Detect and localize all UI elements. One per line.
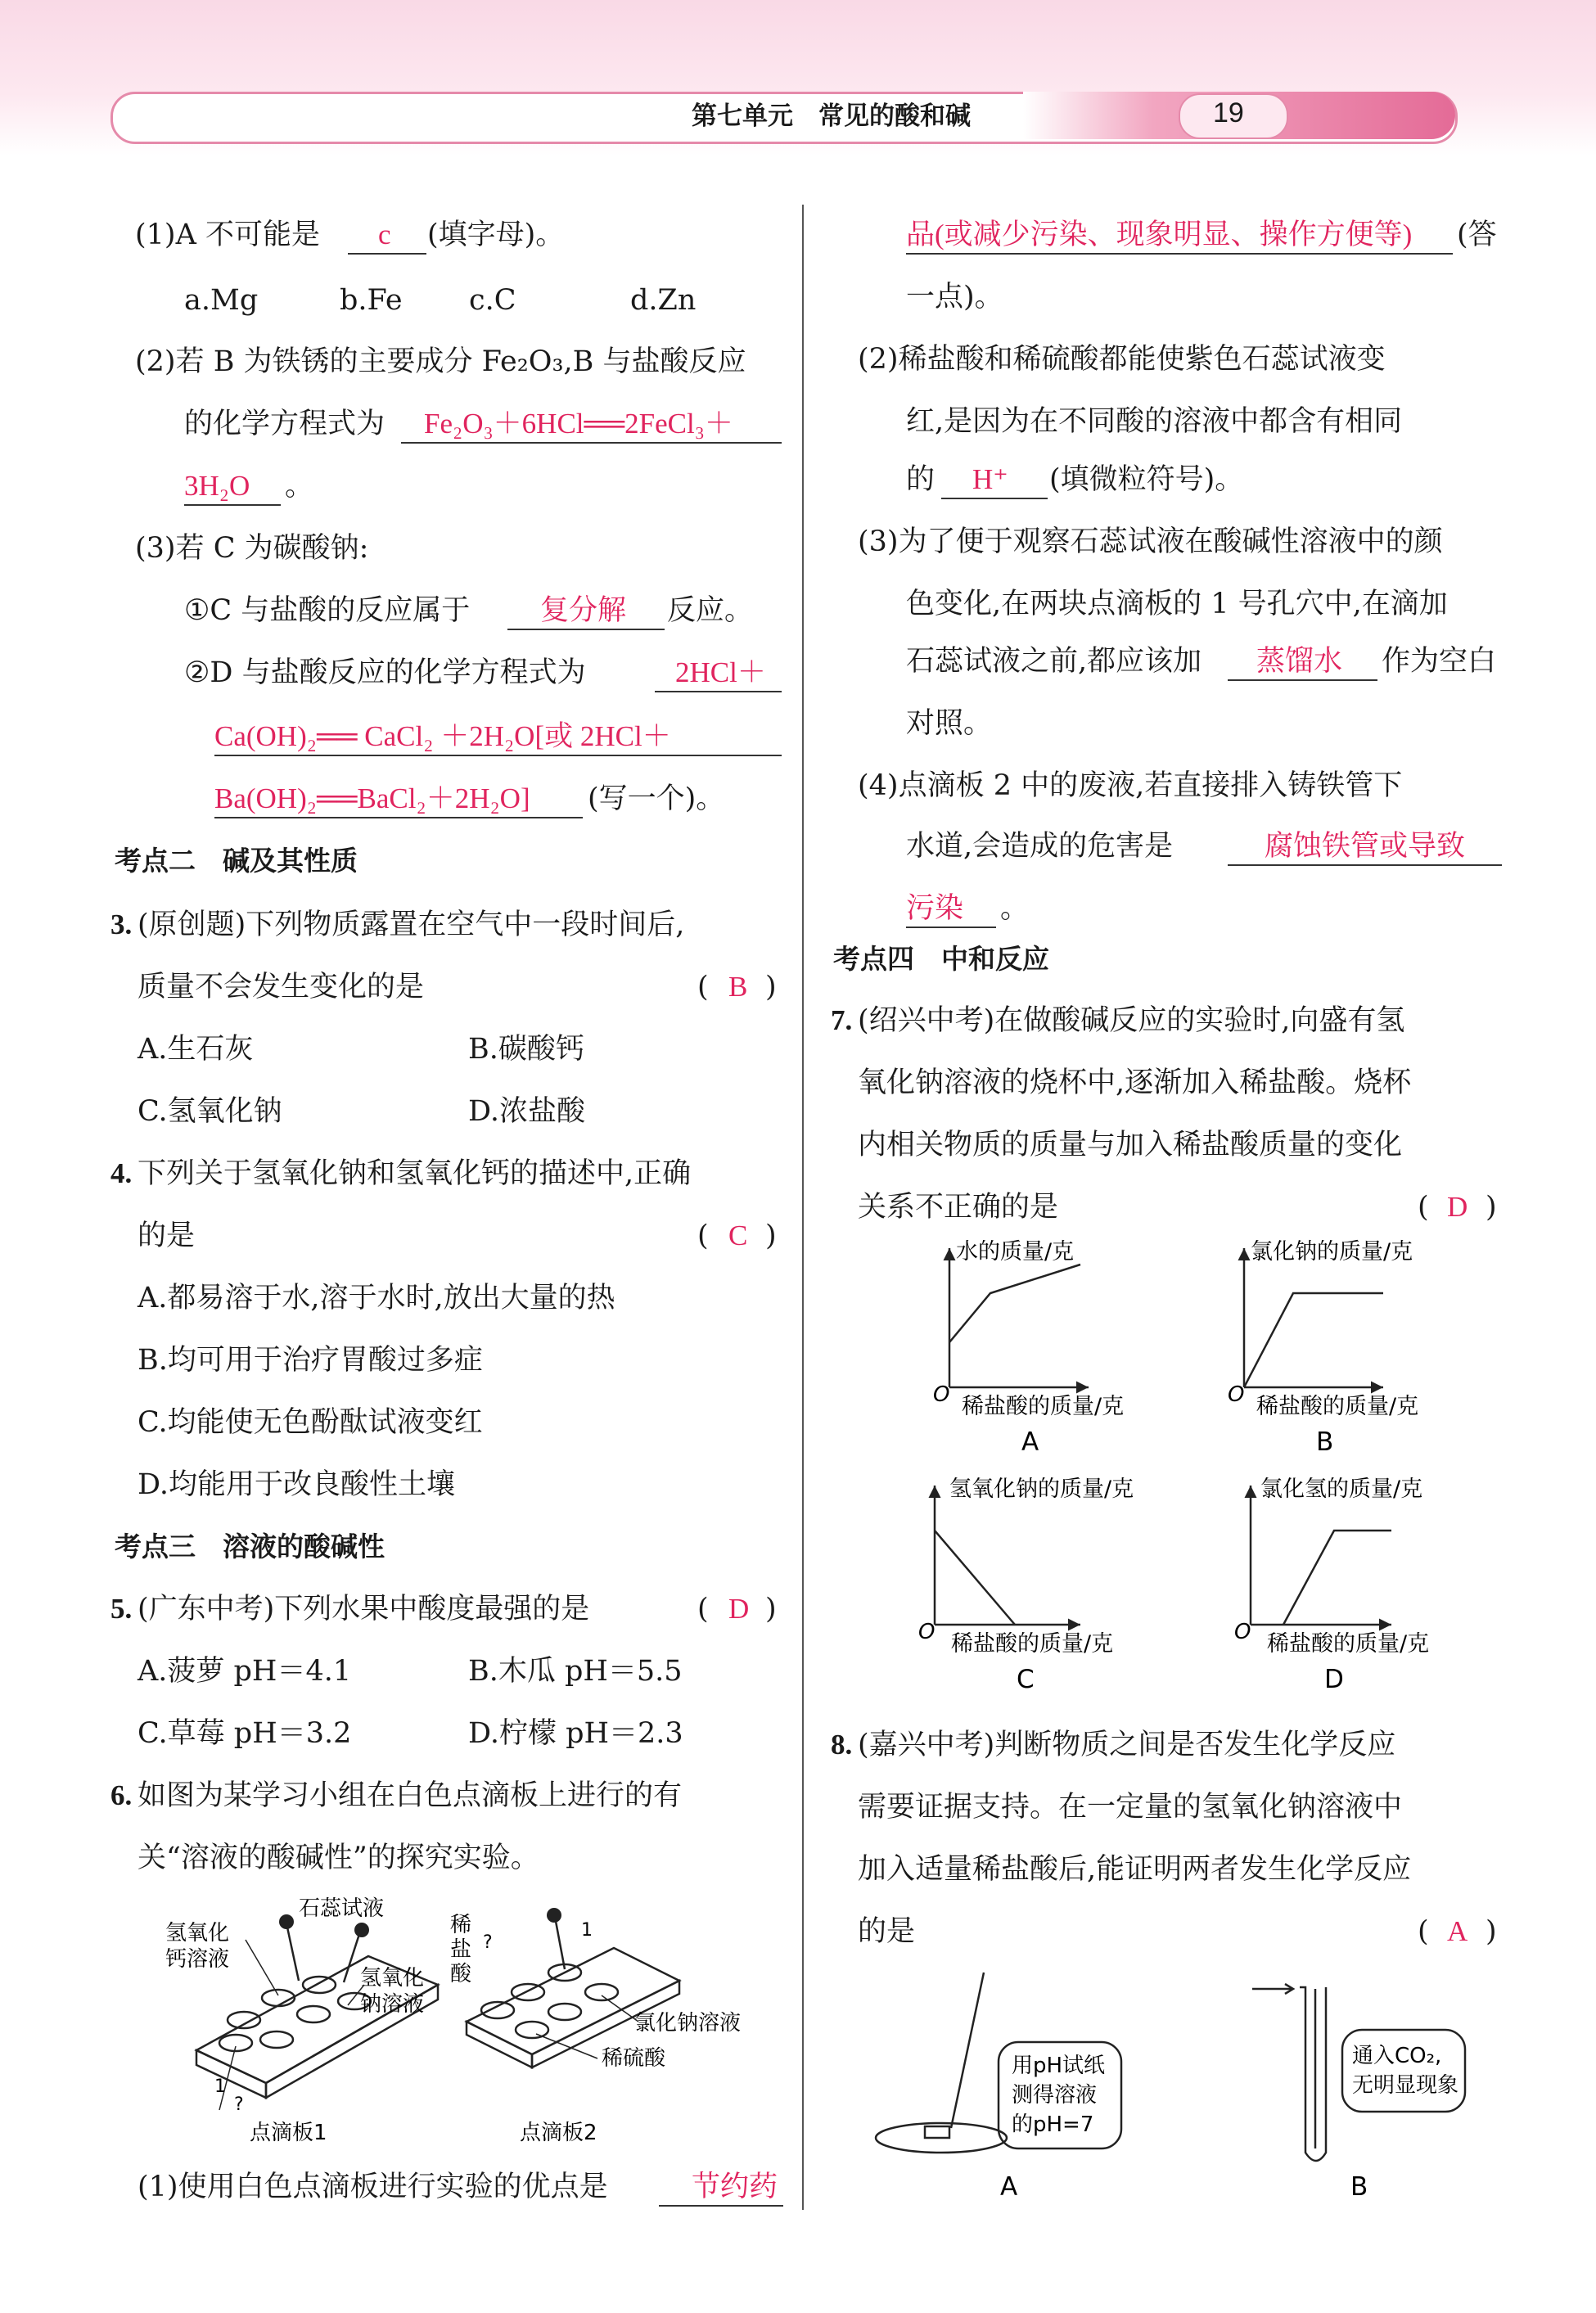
q3-sub2-end: (写一个)。 — [588, 782, 725, 815]
q2-blank2 — [184, 504, 281, 506]
p6-sub3-answer: 蒸馏水 — [1256, 645, 1343, 677]
p6-tail1: (答 — [1457, 219, 1497, 251]
p3-option-c: C.氢氧化钠 — [138, 1095, 282, 1128]
p6-sub3-line3b: 作为空白 — [1382, 645, 1497, 678]
p4-line2: 的是 — [138, 1220, 196, 1252]
p6-answer-cont-blank — [906, 253, 1453, 255]
p8-bracket-close: ) — [1486, 1915, 1497, 1948]
test-tube — [1300, 1987, 1326, 2161]
p3-option-a: A.生石灰 — [138, 1033, 254, 1066]
callout-a-line1: 用pH试纸 — [1012, 2054, 1106, 2078]
p5-bracket-open: ( — [697, 1593, 709, 1625]
chart-d-label: D — [1324, 1665, 1344, 1694]
p6-sub4-blank1 — [1228, 864, 1502, 866]
chart-d-ylabel: 氯化氢的质量/克 — [1260, 1477, 1423, 1502]
q1-option-a: a.Mg — [184, 284, 259, 317]
spot-plate-2 — [467, 1917, 679, 2067]
p7-chart-c — [917, 1469, 1473, 1715]
p8-line3: 加入适量稀盐酸后,能证明两者发生化学反应 — [858, 1853, 1412, 1886]
p3-number: 3. — [110, 909, 133, 940]
p6-tail2: 一点)。 — [906, 281, 1003, 313]
q1-stem-a: (1)A 不可能是 — [135, 219, 320, 251]
p6-sub4-end: 。 — [1000, 892, 1030, 925]
ph-paper — [925, 2126, 949, 2138]
chart-a-label: A — [1021, 1427, 1039, 1457]
p3-bracket-open: ( — [697, 971, 709, 1003]
chart-b-line — [1244, 1293, 1383, 1387]
chart-c-xlabel: 稀盐酸的质量/克 — [951, 1631, 1114, 1657]
p4-number: 4. — [110, 1157, 133, 1189]
q1-option-d: d.Zn — [630, 284, 697, 317]
callout-b-line2: 无明显现象 — [1352, 2073, 1459, 2098]
chart-d-origin: O — [1234, 1620, 1251, 1644]
fig-board1-label: 点滴板1 — [250, 2121, 327, 2145]
chart-d-line — [1283, 1531, 1391, 1625]
p6-sub2-blank — [941, 498, 1048, 499]
p6-sub4-blank2 — [906, 927, 996, 928]
p7-bracket-close: ) — [1486, 1191, 1497, 1224]
chart-a-line — [949, 1265, 1080, 1342]
spot-plate-figure — [156, 1891, 778, 2161]
q3-sub2-blank2 — [214, 755, 782, 756]
section-3-heading: 考点三 溶液的酸碱性 — [115, 1531, 385, 1562]
p6-sub1: (1)使用白色点滴板进行实验的优点是 — [138, 2171, 608, 2203]
q2-line1: (2)若 B 为铁锈的主要成分 Fe₂O₃,B 与盐酸反应 — [135, 345, 746, 378]
chart-b-xlabel: 稀盐酸的质量/克 — [1256, 1394, 1419, 1419]
fig-board2-label: 点滴板2 — [520, 2121, 597, 2145]
p8-answer: A — [1447, 1915, 1468, 1947]
fig-q-mark-2: ? — [483, 1932, 493, 1953]
p6-sub4-line2a: 水道,会造成的危害是 — [906, 830, 1174, 863]
fig-hcl-label-2: 盐 — [450, 1937, 472, 1962]
p8-line4: 的是 — [858, 1915, 916, 1948]
p6-sub3-line1: (3)为了便于观察石蕊试液在酸碱性溶液中的颜 — [858, 525, 1443, 558]
chart-c-origin: O — [918, 1620, 936, 1644]
fig-naoh-label-1: 氢氧化 — [360, 1966, 425, 1991]
p6-sub1-blank — [659, 2205, 783, 2207]
p5-answer: D — [728, 1593, 750, 1625]
callout-b-line1: 通入CO₂, — [1352, 2044, 1442, 2068]
q3-sub2-a: ②D 与盐酸反应的化学方程式为 — [184, 656, 586, 689]
p6-sub4-line1: (4)点滴板 2 中的废液,若直接排入铸铁管下 — [858, 769, 1403, 802]
p5-line1: (广东中考)下列水果中酸度最强的是 — [138, 1593, 590, 1625]
page-number: 19 — [1213, 97, 1244, 128]
q3-line1: (3)若 C 为碳酸钠: — [135, 532, 369, 565]
p3-option-b: B.碳酸钙 — [468, 1033, 584, 1066]
p8-fig-a-label: A — [1000, 2172, 1018, 2202]
section-4-heading: 考点四 中和反应 — [833, 943, 1049, 975]
fig-caoh-label-1: 氢氧化 — [165, 1921, 230, 1946]
p6-sub2-line1: (2)稀盐酸和稀硫酸都能使紫色石蕊试液变 — [858, 343, 1386, 376]
p6-sub3-blank — [1228, 679, 1377, 681]
p6-sub3-line4: 对照。 — [906, 707, 993, 740]
q3-sub1-b: 反应。 — [667, 594, 754, 627]
p8-figures — [868, 1956, 1522, 2202]
p5-number: 5. — [110, 1593, 133, 1625]
p6-sub2-answer: H⁺ — [972, 463, 1008, 495]
p5-option-b: B.木瓜 pH＝5.5 — [468, 1655, 683, 1688]
q2-end: 。 — [285, 470, 314, 503]
p8-number: 8. — [831, 1729, 853, 1761]
p7-line3: 内相关物质的质量与加入稀盐酸质量的变化 — [858, 1129, 1403, 1161]
q2-blank1 — [401, 442, 782, 444]
q3-sub1-blank — [507, 629, 665, 630]
p7-chart-a — [917, 1232, 1473, 1477]
p8-line2: 需要证据支持。在一定量的氢氧化钠溶液中 — [858, 1791, 1403, 1824]
q3-sub2-answer1: 2HCl＋ — [675, 656, 766, 688]
chart-b-label: B — [1316, 1427, 1334, 1457]
p3-answer: B — [728, 971, 748, 1003]
p6-line2: 关“溶液的酸碱性”的探究实验。 — [138, 1842, 539, 1874]
fig-litmus-label: 石蕊试液 — [299, 1896, 385, 1921]
p3-line1: (原创题)下列物质露置在空气中一段时间后, — [138, 909, 685, 941]
chart-c-label: C — [1017, 1665, 1035, 1694]
section-2-heading: 考点二 碱及其性质 — [115, 845, 358, 877]
q2-line2: 的化学方程式为 — [184, 408, 385, 440]
p6-sub4-answer1: 腐蚀铁管或导致 — [1265, 830, 1466, 862]
p4-option-a: A.都易溶于水,溶于水时,放出大量的热 — [138, 1282, 615, 1314]
p6-sub3-line3a: 石蕊试液之前,都应该加 — [906, 645, 1202, 678]
q1-answer: c — [378, 219, 391, 250]
chart-b-ylabel: 氯化钠的质量/克 — [1251, 1239, 1413, 1265]
p4-option-b: B.均可用于治疗胃酸过多症 — [138, 1344, 483, 1377]
chart-d-xlabel: 稀盐酸的质量/克 — [1267, 1631, 1430, 1657]
fig-h2so4-label: 稀硫酸 — [602, 2046, 666, 2071]
callout-a-line3: 的pH=7 — [1012, 2112, 1094, 2137]
fig-caoh-label-2: 钙溶液 — [165, 1947, 230, 1972]
p6-sub3-line2: 色变化,在两块点滴板的 1 号孔穴中,在滴加 — [906, 588, 1448, 620]
p5-bracket-close: ) — [765, 1593, 777, 1625]
p3-option-d: D.浓盐酸 — [468, 1095, 585, 1128]
glass-rod — [951, 1973, 984, 2128]
p7-line1: (绍兴中考)在做酸碱反应的实验时,向盛有氢 — [858, 1004, 1405, 1037]
p4-option-c: C.均能使无色酚酞试液变红 — [138, 1406, 483, 1439]
chart-a-ylabel: 水的质量/克 — [956, 1239, 1075, 1265]
chart-a-origin: O — [933, 1382, 950, 1407]
q3-sub1-a: ①C 与盐酸的反应属于 — [184, 594, 471, 627]
p6-sub4-answer2: 污染 — [906, 892, 964, 924]
p5-option-c: C.草莓 pH＝3.2 — [138, 1717, 352, 1750]
p6-sub1-answer: 节约药 — [692, 2171, 778, 2203]
fig-hcl-label-3: 酸 — [450, 1962, 472, 1986]
p8-line1: (嘉兴中考)判断物质之间是否发生化学反应 — [858, 1729, 1396, 1761]
callout-b-box — [1342, 2030, 1465, 2112]
p7-answer: D — [1447, 1191, 1468, 1223]
p4-option-d: D.均能用于改良酸性土壤 — [138, 1468, 455, 1501]
p6-sub2-line2: 红,是因为在不同酸的溶液中都含有相同 — [906, 405, 1403, 438]
fig-one-1: 1 — [214, 2076, 226, 2097]
callout-a-line2: 测得溶液 — [1012, 2083, 1098, 2108]
q3-sub2-answer2: Ca(OH)₂══ CaCl₂ ＋2H₂O[或 2HCl＋ — [214, 720, 671, 752]
p6-sub2-line3b: (填微粒符号)。 — [1049, 463, 1244, 496]
chart-c-ylabel: 氢氧化钠的质量/克 — [949, 1477, 1134, 1502]
fig-naoh-label-2: 钠溶液 — [360, 1992, 425, 2017]
column-divider — [802, 205, 804, 2210]
p8-bracket-open: ( — [1418, 1915, 1429, 1948]
q3-sub2-blank1 — [655, 691, 782, 692]
p4-line1: 下列关于氢氧化钠和氢氧化钙的描述中,正确 — [138, 1157, 692, 1190]
q3-sub2-blank3 — [214, 817, 583, 818]
p4-answer: C — [728, 1220, 748, 1251]
q1-blank — [348, 253, 426, 255]
p7-line2: 氧化钠溶液的烧杯中,逐渐加入稀盐酸。烧杯 — [858, 1066, 1412, 1099]
fig-one-2: 1 — [581, 1920, 593, 1941]
p6-line1: 如图为某学习小组在白色点滴板上进行的有 — [138, 1779, 683, 1812]
fig-q-mark-1: ? — [234, 2094, 244, 2115]
p7-number: 7. — [831, 1004, 853, 1036]
p7-bracket-open: ( — [1418, 1191, 1429, 1224]
p6-number: 6. — [110, 1779, 133, 1811]
chart-b-origin: O — [1228, 1382, 1245, 1407]
p4-bracket-close: ) — [765, 1220, 777, 1252]
p3-bracket-close: ) — [765, 971, 777, 1003]
p3-line2: 质量不会发生变化的是 — [138, 971, 425, 1003]
unit-title: 第七单元 常见的酸和碱 — [692, 101, 971, 131]
fig-nacl-label: 氯化钠溶液 — [634, 2011, 742, 2036]
q3-sub1-answer: 复分解 — [540, 594, 627, 626]
q2-answer1: Fe₂O₃＋6HCl══2FeCl₃＋ — [424, 408, 733, 440]
q1-option-b: b.Fe — [340, 284, 403, 317]
chart-c-line — [935, 1531, 1015, 1625]
p8-fig-b-label: B — [1350, 2172, 1368, 2202]
q2-answer2: 3H₂O — [184, 470, 250, 502]
p4-bracket-open: ( — [697, 1220, 709, 1252]
fig-hcl-label-1: 稀 — [450, 1913, 472, 1937]
q1-option-c: c.C — [469, 284, 516, 317]
p5-option-d: D.柠檬 pH＝2.3 — [468, 1717, 683, 1750]
p6-sub2-line3a: 的 — [906, 463, 936, 496]
q3-sub2-answer3: Ba(OH)₂══BaCl₂＋2H₂O] — [214, 782, 530, 814]
p5-option-a: A.菠萝 pH＝4.1 — [138, 1655, 352, 1688]
q1-stem-b: (填字母)。 — [427, 219, 565, 251]
chart-a-xlabel: 稀盐酸的质量/克 — [962, 1394, 1125, 1419]
p6-answer-cont: 品(或减少污染、现象明显、操作方便等) — [906, 219, 1413, 250]
p7-line4: 关系不正确的是 — [858, 1191, 1059, 1224]
